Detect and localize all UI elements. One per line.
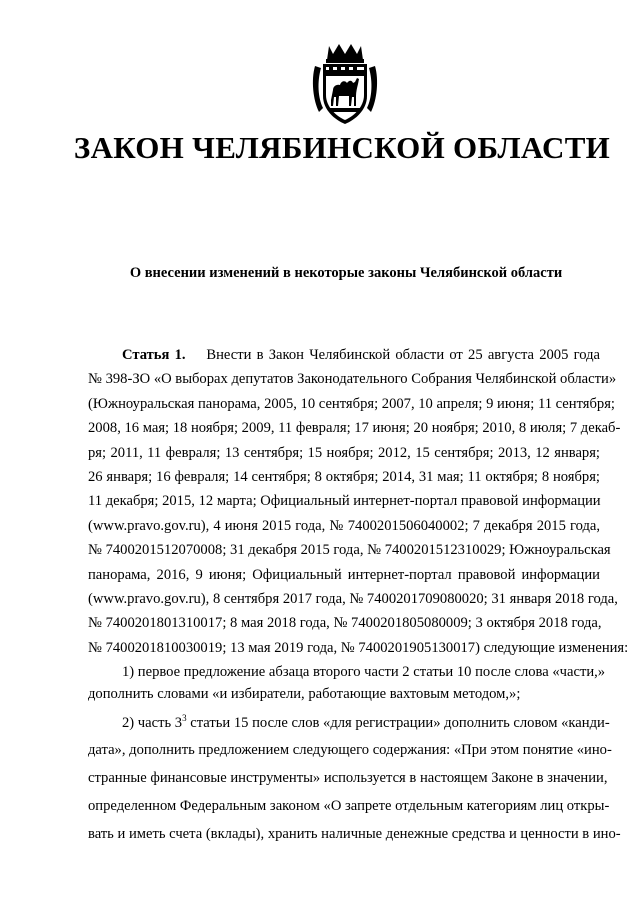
text-line: ря; 2011, 11 февраля; 13 сентября; 15 ноября; 2012, 15 сентября; 2013, 12 января; (88, 444, 600, 461)
text-line: дата», дополнить предложением следующего содержания: «При этом понятие «ино- (88, 741, 612, 758)
law-subtitle: О внесении изменений в некоторые законы Челябинской области (129, 265, 563, 281)
text-line: № 398-ЗО «О выборах депутатов Законодательного Собрания Челябинской области» (88, 371, 617, 388)
superscript: 3 (182, 713, 187, 724)
text-line: странные финансовые инструменты» используется в настоящем Законе в значении, (88, 769, 608, 786)
text-line: (www.pravo.gov.ru), 4 июня 2015 года, № 7400201506040002; 7 декабря 2015 года, (88, 517, 600, 534)
text-line: Внести в Закон Челябинской области от 25 августа 2005 года (206, 347, 600, 363)
text-line: определенном Федеральным законом «О запрете отдельным категориям лиц откры- (88, 797, 610, 814)
article-label: Статья 1. (122, 347, 186, 363)
article-1 (88, 343, 629, 848)
text-line: 11 декабря; 2015, 12 марта; Официальный интернет-портал правовой информации (88, 493, 601, 510)
text-line: 2008, 16 мая; 18 ноября; 2009, 11 февраля; 17 июня; 20 ноября; 2010, 8 июля; 7 декаб- (88, 420, 621, 437)
item-1-line-2: дополнить словами «и избиратели, работающие вахтовым методом,»; (88, 686, 521, 703)
law-title: ЗАКОН ЧЕЛЯБИНСКОЙ ОБЛАСТИ (73, 130, 611, 165)
text-line: № 7400201801310017; 8 мая 2018 года, № 7400201805080009; 3 октября 2018 года, (88, 615, 602, 632)
text-line: № 7400201810030019; 13 мая 2019 года, № 7400201905130017) следующие изменения: (88, 639, 629, 656)
article-1-first-line (88, 343, 600, 367)
text-line: (www.pravo.gov.ru), 8 сентября 2017 года, № 7400201709080020; 31 января 2018 года, (88, 590, 618, 607)
item-2-prefix: 2) часть 3 (122, 715, 183, 732)
item-2-line-1 (88, 711, 610, 735)
text-line: № 7400201512070008; 31 декабря 2015 года, № 7400201512310029; Южноуральская (88, 542, 611, 559)
chelyabinsk-coat-of-arms-icon (309, 40, 381, 128)
item-1-line-1: 1) первое предложение абзаца второго части 2 статьи 10 после слова «части,» (122, 664, 606, 681)
text-line: вать и иметь счета (вклады), хранить наличные денежные средства и ценности в ино- (88, 825, 621, 842)
text-line: (Южноуральская панорама, 2005, 10 сентября; 2007, 10 апреля; 9 июня; 11 сентября; (88, 395, 615, 412)
text-line: панорама, 2016, 9 июня; Официальный интернет-портал правовой информации (88, 566, 600, 583)
item-2-suffix: статьи 15 после слов «для регистрации» дополнить словом «канди- (186, 715, 610, 732)
text-line: 26 января; 16 февраля; 14 сентября; 8 октября; 2014, 31 мая; 11 октября; 8 ноября; (88, 468, 600, 485)
